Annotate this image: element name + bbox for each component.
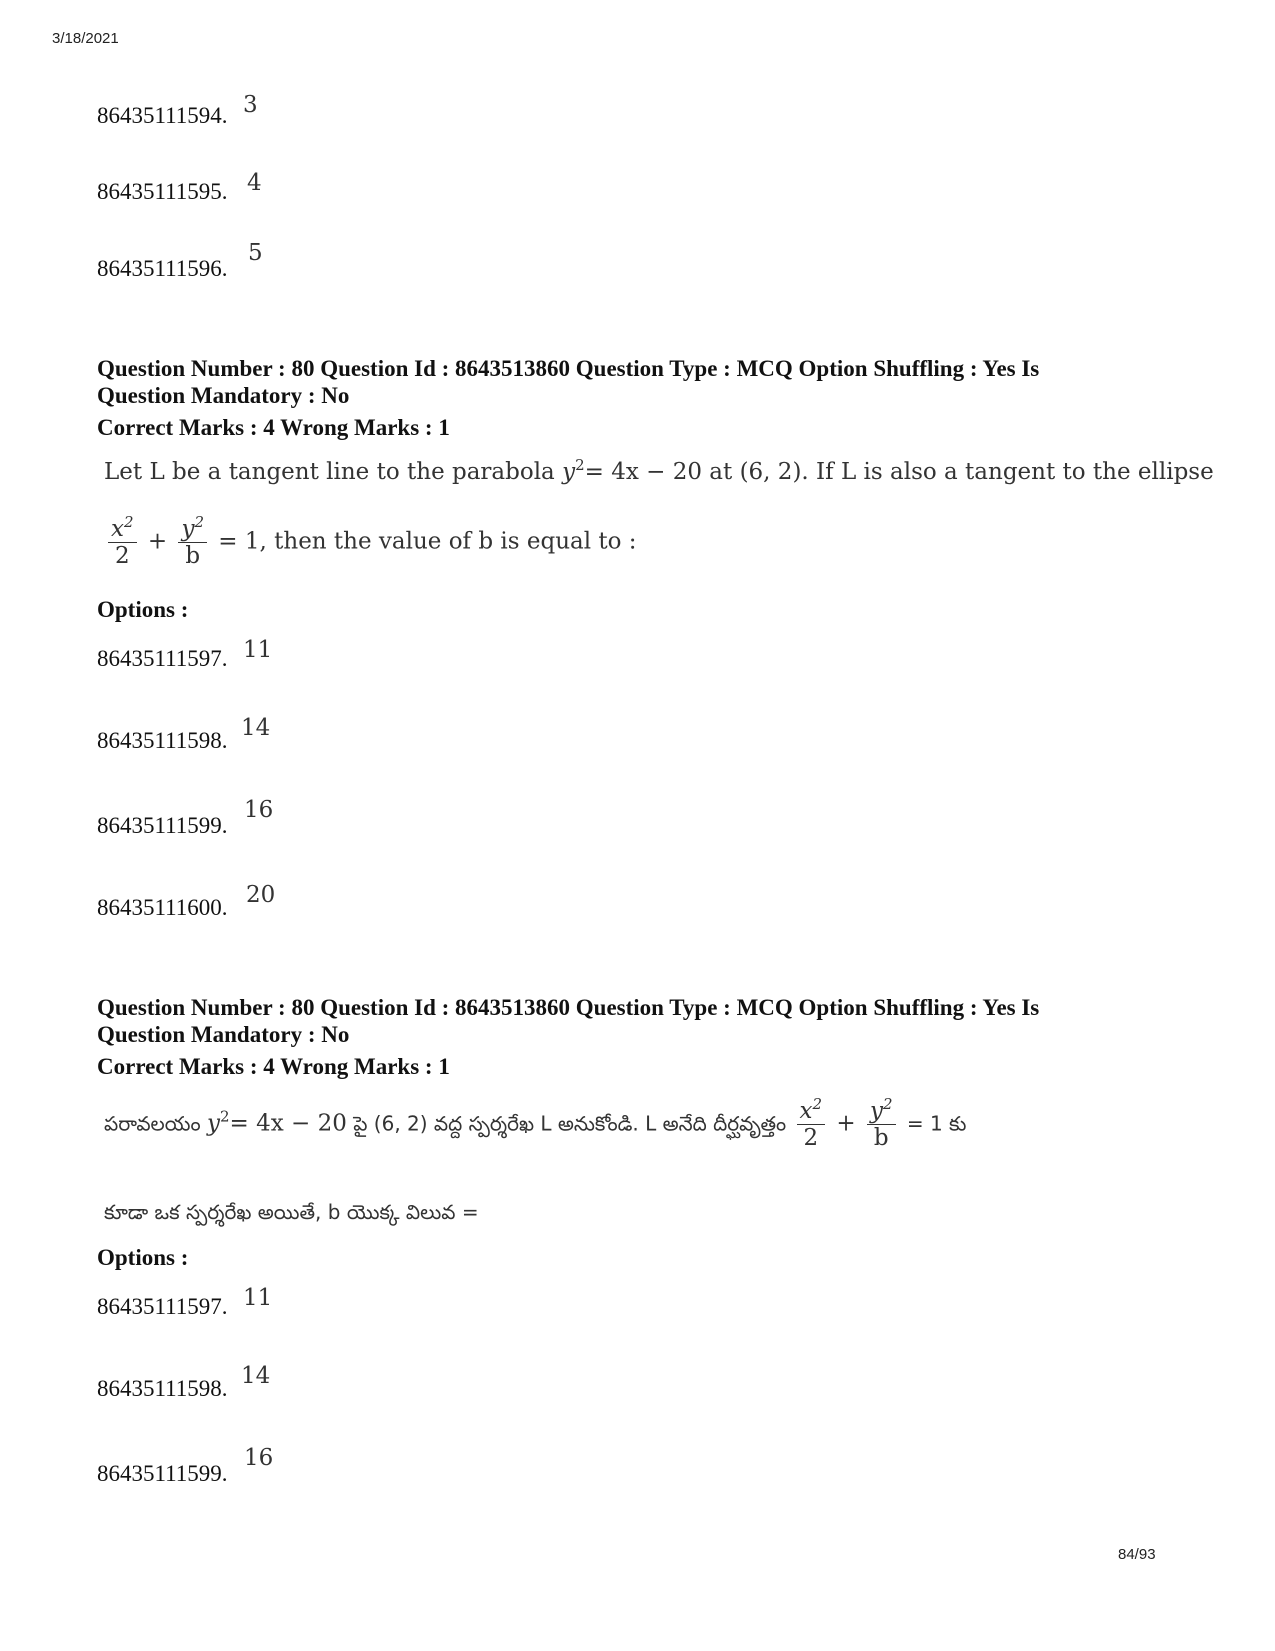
math-plus: +: [147, 528, 168, 555]
math-var: y: [869, 1098, 883, 1124]
question-meta-line1: Question Number : 80 Question Id : 8643513860 Question Type : MCQ Option Shuffling : Yes Is: [97, 995, 1040, 1020]
fraction-x: [108, 513, 137, 569]
option-value: 5: [248, 240, 263, 266]
math-plus: +: [836, 1110, 856, 1137]
question-text-te: [104, 1095, 967, 1151]
option-value: 4: [247, 170, 262, 196]
math-var: y: [562, 459, 576, 485]
math-var: x: [799, 1098, 813, 1124]
math-expression: = 4x − 20: [229, 1110, 347, 1137]
math-exponent: 2: [219, 1107, 230, 1126]
option-id: 86435111595.: [97, 179, 228, 204]
math-expression: = 4x − 20: [584, 459, 702, 485]
question-text-mid: at (6, 2). If L is also a tangent to the ellipse: [702, 459, 1214, 485]
fraction-y: [867, 1095, 896, 1151]
math-exponent: 2: [812, 1095, 823, 1113]
page-number: 84/93: [1118, 1546, 1156, 1563]
math-var: y: [181, 516, 195, 542]
question-text-te-line2: కూడా ఒక స్పర్శరేఖ అయితే, b యొక్క విలువ =: [104, 1200, 479, 1224]
question-text-a: పరావలయం: [104, 1111, 207, 1136]
option-value: 14: [241, 715, 271, 741]
option-value: 20: [246, 882, 276, 908]
fraction-denominator: 2: [803, 1125, 819, 1151]
question-text-c: = 1 కు: [906, 1111, 967, 1136]
question-text-intro: Let L be a tangent line to the parabola: [104, 459, 563, 485]
question-text-tail: = 1, then the value of b is equal to :: [218, 528, 637, 555]
question-marks: Correct Marks : 4 Wrong Marks : 1: [97, 415, 450, 440]
question-text-b: పై (6, 2) వద్ద స్పర్శరేఖ L అనుకోండి. L అనేది దీర్ఘవృత్తం: [346, 1111, 793, 1136]
math-exponent: 2: [882, 1095, 893, 1113]
option-id: 86435111596.: [97, 256, 228, 281]
math-exponent: 2: [194, 513, 204, 531]
option-value: 16: [244, 1445, 274, 1471]
print-date: 3/18/2021: [52, 30, 119, 47]
question-meta-line2: Question Mandatory : No: [97, 1022, 350, 1047]
fraction-denominator: b: [873, 1125, 889, 1151]
option-id: 86435111599.: [97, 813, 228, 838]
question-meta-line2: Question Mandatory : No: [97, 383, 350, 408]
math-var: y: [206, 1110, 220, 1137]
math-exponent: 2: [575, 456, 585, 474]
options-label: Options :: [97, 597, 189, 622]
option-id: 86435111597.: [97, 1294, 228, 1319]
options-label: Options :: [97, 1245, 189, 1270]
option-value: 3: [243, 92, 258, 118]
option-id: 86435111598.: [97, 1376, 228, 1401]
fraction-denominator: 2: [114, 543, 130, 569]
option-value: 14: [241, 1363, 271, 1389]
option-id: 86435111599.: [97, 1461, 228, 1486]
option-value: 11: [243, 1285, 273, 1311]
question-meta-line1: Question Number : 80 Question Id : 8643513860 Question Type : MCQ Option Shuffling : Yes Is: [97, 356, 1040, 381]
question-marks: Correct Marks : 4 Wrong Marks : 1: [97, 1054, 450, 1079]
fraction-x: [797, 1095, 826, 1151]
math-var: x: [111, 516, 124, 542]
option-value: 16: [244, 797, 274, 823]
math-exponent: 2: [123, 513, 134, 531]
fraction-denominator: b: [185, 543, 201, 569]
option-id: 86435111597.: [97, 646, 228, 671]
fraction-y: [178, 513, 207, 569]
question-text-en: [104, 458, 1214, 486]
option-id: 86435111594.: [97, 103, 228, 128]
ellipse-equation-en: [104, 513, 637, 569]
option-id: 86435111600.: [97, 895, 228, 920]
option-id: 86435111598.: [97, 728, 228, 753]
option-value: 11: [243, 637, 273, 663]
